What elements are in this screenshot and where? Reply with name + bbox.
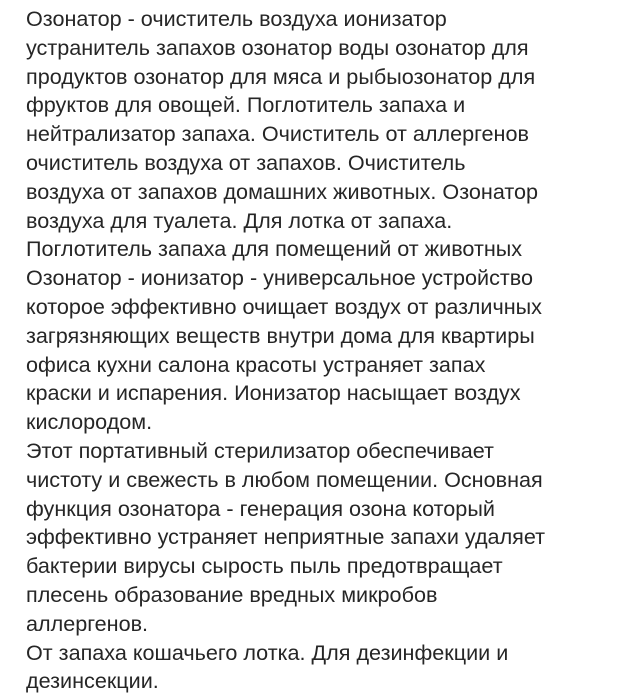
- text-line: эффективно устраняет неприятные запахи удаляет: [26, 524, 546, 550]
- text-line: чистоту и свежесть в любом помещении. Основная: [26, 466, 543, 492]
- text-line: бактерии вирусы сырость пыль предотвращает: [26, 553, 503, 579]
- text-line: фруктов для овощей. Поглотитель запаха и: [26, 92, 466, 118]
- text-line: дезинсекции.: [26, 668, 159, 694]
- text-line: воздуха от запахов домашних животных. Озонатор: [26, 178, 539, 204]
- text-line: очиститель воздуха от запахов. Очиститель: [26, 149, 466, 175]
- text-line: краски и испарения. Ионизатор насыщает воздух: [26, 380, 521, 406]
- text-line: Озонатор - ионизатор - универсальное устройство: [26, 265, 534, 291]
- text-line: которое эффективно очищает воздух от различных: [26, 293, 542, 319]
- text-line: продуктов озонатор для мяса и рыбыозонатор для: [26, 63, 536, 89]
- text-line: нейтрализатор запаха. Очиститель от аллергенов: [26, 121, 529, 147]
- text-line: функция озонатора - генерация озона который: [26, 495, 495, 521]
- text-line: загрязняющих веществ внутри дома для квартиры: [26, 322, 535, 348]
- text-line: офиса кухни салона красоты устраняет запах: [26, 351, 486, 377]
- text-line: От запаха кошачьего лотка. Для дезинфекции и: [26, 639, 509, 665]
- text-line: воздуха для туалета. Для лотка от запаха.: [26, 207, 453, 233]
- text-line: аллергенов.: [26, 610, 149, 636]
- text-line: Этот портативный стерилизатор обеспечивает: [26, 437, 494, 463]
- text-line: Поглотитель запаха для помещений от животных: [26, 236, 523, 262]
- text-line: устранитель запахов озонатор воды озонатор для: [26, 34, 529, 60]
- body-text: [26, 5, 616, 696]
- text-line: кислородом.: [26, 409, 153, 435]
- text-line: Озонатор - очиститель воздуха ионизатор: [26, 6, 447, 31]
- text-line: плесень образование вредных микробов: [26, 581, 438, 607]
